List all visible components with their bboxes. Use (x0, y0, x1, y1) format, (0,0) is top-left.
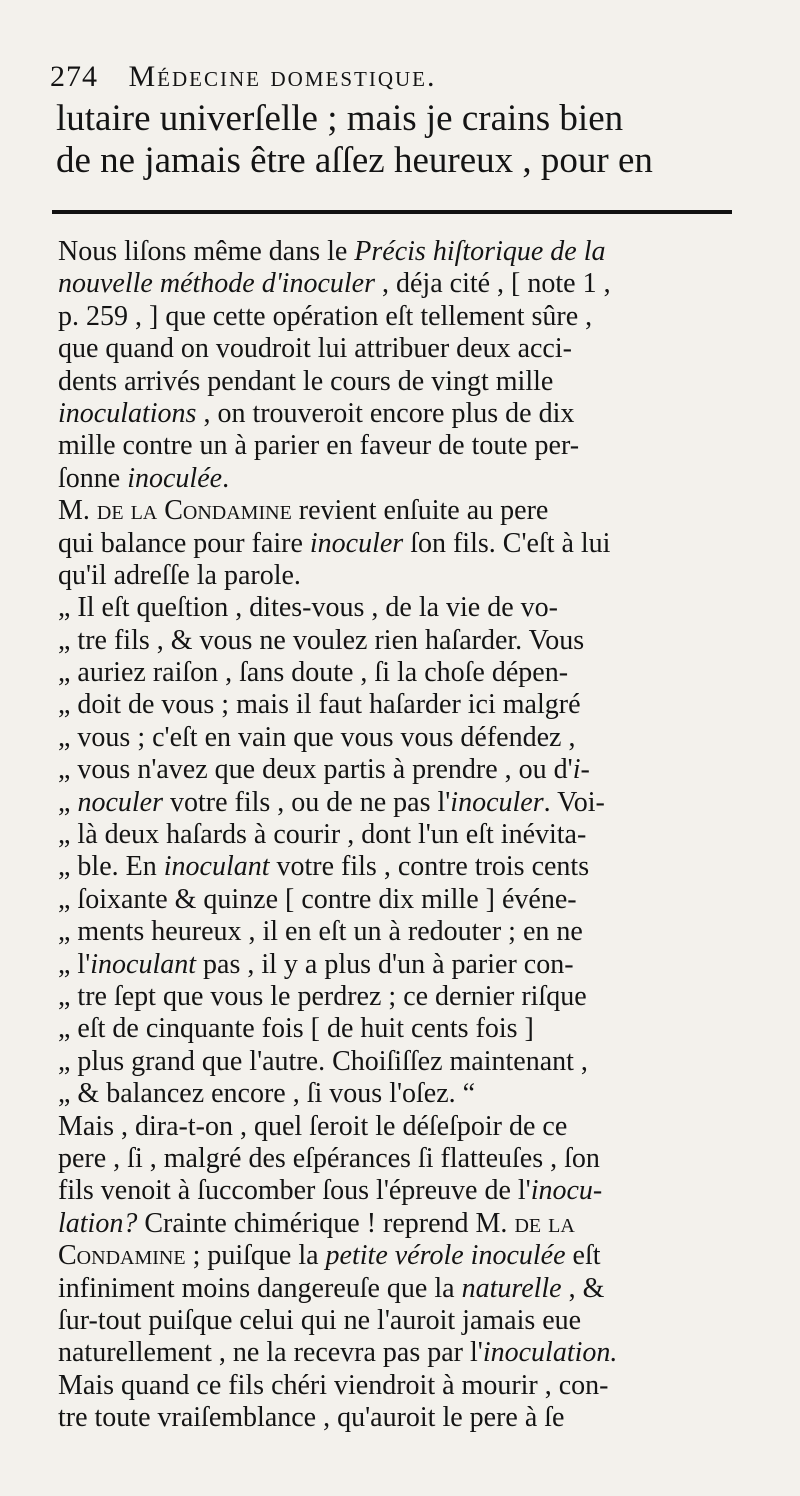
footnote-line (58, 689, 748, 721)
roman-text: „ doit de vous ; mais il faut haſarder ici malgré (58, 689, 581, 721)
roman-text: ; puiſque la (185, 1240, 326, 1272)
roman-text: fils venoit à ſuccomber ſous l'épreuve de l' (58, 1175, 531, 1207)
italic-text: inocu- (530, 1175, 603, 1207)
roman-text: revient enſuite au pere (291, 495, 549, 527)
roman-text: mille contre un à parier en faveur de toute per- (58, 430, 580, 462)
roman-text: votre fils , ou de ne pas l' (162, 786, 451, 818)
footnote-line (58, 787, 748, 819)
footnote-line (58, 592, 748, 624)
italic-text: inoculer (309, 527, 404, 559)
roman-text: . Voi- (543, 786, 605, 818)
main-text (56, 98, 746, 182)
small-caps-text: Condamine (58, 1240, 186, 1272)
main-text-line: lutaire univerſelle ; mais je crains bien (56, 98, 624, 139)
roman-text: ſur-tout puiſque celui qui ne l'auroit jamais eue (58, 1304, 582, 1336)
footnote-line (58, 884, 748, 916)
footnote-line (58, 981, 748, 1013)
footnote-line (58, 916, 748, 948)
roman-text: „ là deux haſards à courir , dont l'un eſt inévita- (58, 819, 587, 851)
footnote-line (58, 819, 748, 851)
roman-text: „ tre fils , & vous ne voulez rien haſarder. Vous (58, 624, 585, 656)
footnote-line (58, 1078, 748, 1110)
roman-text: „ plus grand que l'autre. Choiſiſſez maintenant , (58, 1045, 588, 1077)
roman-text: votre fils , contre trois cents (269, 851, 590, 883)
italic-text: lation? (58, 1207, 138, 1239)
roman-text: , & (561, 1272, 605, 1304)
roman-text: ſonne (58, 462, 128, 494)
italic-text: inoculant (163, 851, 270, 883)
italic-text: inoculer (450, 786, 544, 818)
footnote-line (58, 1111, 748, 1143)
footnote-line (58, 1175, 748, 1207)
footnote-line (58, 301, 748, 333)
roman-text: „ vous n'avez que deux partis à prendre , ou d' (58, 754, 573, 786)
footnote-line (58, 333, 748, 365)
roman-text: „ ble. En (58, 851, 164, 883)
roman-text: „ (58, 786, 78, 818)
roman-text: . (222, 462, 230, 494)
roman-text: ſon fils. C'eſt à lui (403, 527, 611, 559)
footnote-line (58, 528, 748, 560)
roman-text: que quand on voudroit lui attribuer deux acci- (58, 333, 572, 365)
footnote-line (58, 1337, 748, 1369)
roman-text: dents arrivés pendant le cours de vingt mille (58, 365, 554, 397)
footnote-line (58, 366, 748, 398)
italic-text: Précis hiſtorique de la (354, 236, 606, 267)
roman-text: Mais quand ce fils chéri viendroit à mourir , con- (58, 1369, 609, 1401)
small-caps-text: de la Condamine (96, 495, 292, 527)
italic-text: petite vérole inoculée (325, 1240, 566, 1272)
footnote-line (58, 1208, 748, 1240)
footnote-line (58, 268, 748, 300)
running-title: Médecine domestique. (128, 60, 437, 93)
roman-text: „ vous ; c'eſt en vain que vous vous défendez , (58, 721, 576, 753)
roman-text: „ & balancez encore , ſi vous l'oſez. “ (58, 1078, 476, 1110)
roman-text: naturellement , ne la recevra pas par l' (58, 1337, 483, 1369)
italic-text: noculer (77, 786, 163, 818)
footnote-line (58, 463, 748, 495)
footnote-line (58, 495, 748, 527)
roman-text: pere , ſi , malgré des eſpérances ſi flatteuſes , ſon (58, 1142, 600, 1174)
roman-text: „ ſoixante & quinze [ contre dix mille ] événe- (58, 883, 577, 915)
roman-text: qui balance pour faire (58, 527, 310, 559)
roman-text: , déja cité , [ note 1 , (375, 268, 611, 300)
italic-text: i- (572, 754, 590, 786)
footnote-line (58, 851, 748, 883)
roman-text: pas , il y a plus d'un à parier con- (196, 948, 574, 980)
roman-text: „ l' (58, 948, 91, 980)
roman-text: tre toute vraiſemblance , qu'auroit le pere à ſe (58, 1402, 565, 1434)
roman-text: „ Il eſt queſtion , dites-vous , de la vie de vo- (58, 592, 558, 624)
page-number: 274 (50, 60, 98, 93)
footnote-line (58, 1143, 748, 1175)
roman-text: „ ments heureux , il en eſt un à redouter ; en ne (58, 916, 583, 948)
italic-text: inoculée (127, 462, 223, 494)
main-text-line: de ne jamais être aſſez heureux , pour en (56, 140, 653, 181)
italic-text: naturelle (461, 1272, 562, 1304)
footnote-line (58, 949, 748, 981)
footnote-line (58, 560, 748, 592)
roman-text: eſt (565, 1240, 601, 1272)
italic-text: nouvelle méthode d'inoculer (58, 268, 375, 300)
running-header (50, 60, 750, 94)
roman-text: , on trouveroit encore plus de dix (196, 397, 575, 429)
roman-text: p. 259 , ] que cette opération eſt tellement sûre , (58, 300, 593, 332)
italic-text: inoculation. (482, 1337, 618, 1369)
footnote-line (58, 1013, 748, 1045)
roman-text: Nous liſons même dans le (58, 236, 355, 267)
footnote-line (58, 1240, 748, 1272)
roman-text: „ eſt de cinquante fois [ de huit cents fois ] (58, 1013, 534, 1045)
footnote-line (58, 1370, 748, 1402)
footnote-line (58, 236, 748, 268)
roman-text: Crainte chimérique ! reprend M. (137, 1207, 515, 1239)
roman-text: „ auriez raiſon , ſans doute , ſi la choſe dépen- (58, 657, 569, 689)
footnote-line (58, 657, 748, 689)
roman-text: M. (58, 495, 97, 527)
roman-text: Mais , dira-t-on , quel ſeroit le déſeſpoir de ce (58, 1110, 568, 1142)
roman-text: qu'il adreſſe la parole. (58, 559, 301, 591)
footnote-block (58, 236, 748, 1434)
small-caps-text: de la (514, 1207, 575, 1239)
footnote-line (58, 398, 748, 430)
roman-text: infiniment moins dangereuſe que la (58, 1272, 462, 1304)
footnote-line (58, 722, 748, 754)
footnote-line (58, 754, 748, 786)
italic-text: inoculations (58, 397, 197, 429)
footnote-separator-rule (52, 210, 732, 214)
footnote-line (58, 1305, 748, 1337)
roman-text: „ tre ſept que vous le perdrez ; ce dernier riſque (58, 980, 587, 1012)
footnote-line (58, 1273, 748, 1305)
footnote-line (58, 625, 748, 657)
italic-text: inoculant (90, 948, 197, 980)
footnote-line (58, 1402, 748, 1434)
footnote-line (58, 1046, 748, 1078)
footnote-line (58, 430, 748, 462)
